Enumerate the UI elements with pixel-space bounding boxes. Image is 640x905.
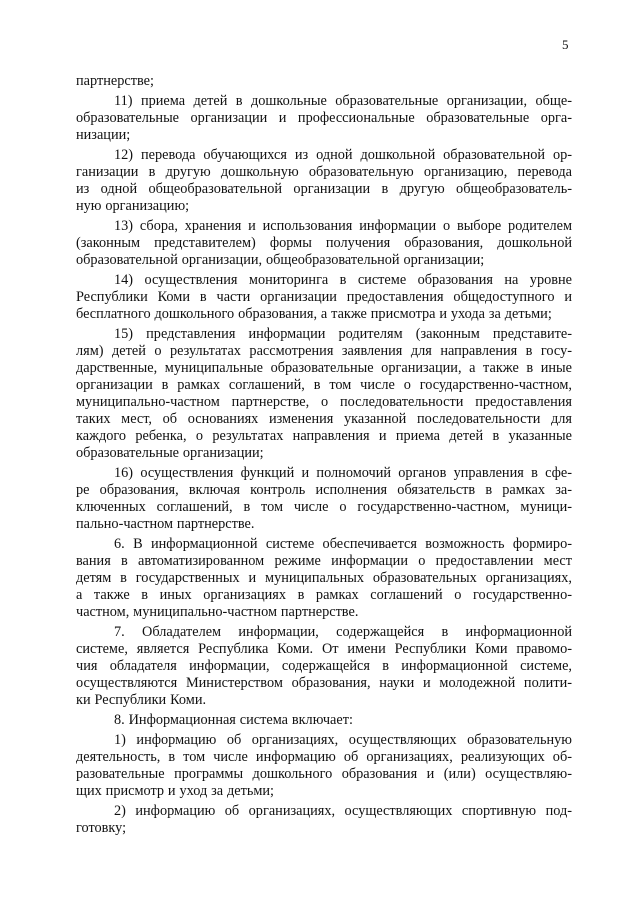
- text-line: 11) приема детей в дошкольные образовательные организации, обще-: [114, 93, 572, 109]
- paragraph: [76, 624, 572, 709]
- paragraph: [76, 465, 572, 533]
- paragraph: [76, 93, 572, 144]
- text-line: системе, является Республика Коми. От имени Республики Коми правомо-: [76, 641, 572, 657]
- text-line: готовку;: [76, 820, 127, 836]
- text-line: а также в иных организациях в рамках соглашений о государственно-: [76, 587, 572, 603]
- text-line: 7. Обладателем информации, содержащейся в информационной: [114, 624, 572, 640]
- text-line: 12) перевода обучающихся из одной дошкольной образовательной ор-: [114, 147, 572, 163]
- paragraph: [76, 73, 572, 90]
- text-line: (законным представителем) формы получения образования, дошкольной: [76, 235, 572, 251]
- text-line: из одной общеобразовательной организации в другую общеобразователь-: [76, 181, 572, 197]
- paragraph: [76, 218, 572, 269]
- text-line: образовательной организации, общеобразовательной организации;: [76, 252, 485, 268]
- text-line: 8. Информационная система включает:: [114, 712, 353, 728]
- text-line: детям в государственных и муниципальных образовательных организациях,: [76, 570, 572, 586]
- text-line: осуществляются Министерством образования, науки и молодежной полити-: [76, 675, 572, 691]
- document-body: [76, 73, 572, 840]
- text-line: образовательные организации;: [76, 445, 264, 461]
- text-line: 6. В информационной системе обеспечивается возможность формиро-: [114, 536, 572, 552]
- text-line: 15) представления информации родителям (законным представите-: [114, 326, 572, 342]
- text-line: образовательные организации и профессиональные образовательные орга-: [76, 110, 572, 126]
- paragraph: [76, 272, 572, 323]
- text-line: 13) сбора, хранения и использования информации о выборе родителем: [114, 218, 572, 234]
- text-line: вания в автоматизированном режиме информации о предоставлении мест: [76, 553, 572, 569]
- text-line: 1) информацию об организациях, осуществляющих образовательную: [114, 732, 572, 748]
- text-line: чия обладателя информации, содержащейся в информационной системе,: [76, 658, 572, 674]
- text-line: ключенных соглашений, в том числе о государственно-частном, муници-: [76, 499, 572, 515]
- text-line: муниципально-частном партнерстве, о последовательности предоставления: [76, 394, 572, 410]
- paragraph: [76, 147, 572, 215]
- text-line: щих присмотр и уход за детьми;: [76, 783, 275, 799]
- text-line: ре образования, включая контроль исполнения обязательств в рамках за-: [76, 482, 572, 498]
- text-line: партнерстве;: [76, 73, 154, 89]
- text-line: 2) информацию об организациях, осуществляющих спортивную под-: [114, 803, 572, 819]
- page-number: 5: [562, 37, 569, 52]
- text-line: ганизации в другую дошкольную образовательную организацию, перевода: [76, 164, 572, 180]
- text-line: частном, муниципально-частном партнерстве.: [76, 604, 359, 620]
- text-line: 14) осуществления мониторинга в системе образования на уровне: [114, 272, 572, 288]
- text-line: ную организацию;: [76, 198, 190, 214]
- text-line: каждого ребенка, о результатах направления и приема детей в указанные: [76, 428, 572, 444]
- text-line: разовательные программы дошкольного образования и (или) осуществляю-: [76, 766, 572, 782]
- paragraph: [76, 712, 572, 729]
- text-line: пально-частном партнерстве.: [76, 516, 255, 532]
- text-line: лям) детей о результатах рассмотрения заявления для направления в госу-: [76, 343, 572, 359]
- text-line: Республики Коми в части организации предоставления общедоступного и: [76, 289, 572, 305]
- text-line: 16) осуществления функций и полномочий органов управления в сфе-: [114, 465, 572, 481]
- text-line: дарственные, муниципальные образовательные организации, а также в иные: [76, 360, 572, 376]
- paragraph: [76, 732, 572, 800]
- text-line: таких мест, об основаниях изменения указанной последовательности для: [76, 411, 572, 427]
- text-line: низации;: [76, 127, 131, 143]
- paragraph: [76, 803, 572, 837]
- text-line: ки Республики Коми.: [76, 692, 207, 708]
- text-line: деятельность, в том числе информацию об организациях, реализующих об-: [76, 749, 572, 765]
- text-line: организации в рамках соглашений, в том числе о государственно-частном,: [76, 377, 572, 393]
- text-line: бесплатного дошкольного образования, а также присмотра и ухода за детьми;: [76, 306, 552, 322]
- paragraph: [76, 326, 572, 462]
- paragraph: [76, 536, 572, 621]
